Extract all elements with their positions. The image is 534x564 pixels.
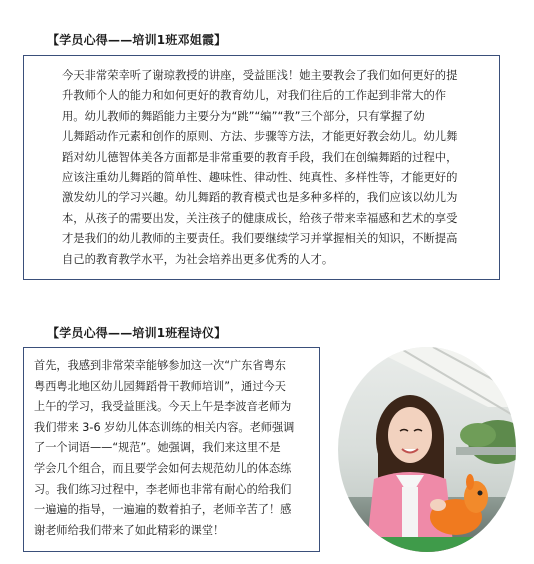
section2-paragraph xyxy=(34,356,311,541)
portrait-illustration xyxy=(338,347,516,552)
text-line: 首先，我感到非常荣幸能够参加这一次“广东省粤东 xyxy=(34,359,286,372)
text-line: 才是我们的幼儿教师的主要责任。我们要继续学习并掌握相关的知识，不断提高 xyxy=(62,232,458,246)
text-line: 一遍遍的指导，一遍遍的数着拍子，老师辛苦了！感 xyxy=(34,503,292,517)
text-line: 了一个词语——“规范”。她强调，我们来这里不是 xyxy=(34,441,281,455)
text-line: 上午的学习，我受益匪浅。今天上午是李波音老师为 xyxy=(34,400,292,414)
text-line: 应该注重幼儿舞蹈的简单性、趣味性、律动性、纯真性、多样性等，才能更好的 xyxy=(62,171,458,185)
text-line: 用。幼儿教师的舞蹈能力主要分为“跳”“编”“教”三个部分，只有掌握了幼 xyxy=(62,109,425,123)
text-line: 蹈对幼儿德智体美各方面都是非常重要的教育手段，我们在创编舞蹈的过程中， xyxy=(62,150,458,164)
text-line: 升教师个人的能力和如何更好的教育幼儿，对我们往后的工作起到非常大的作 xyxy=(62,89,447,103)
section1-text-box xyxy=(23,55,500,280)
section1-paragraph xyxy=(62,66,483,270)
text-line: 儿舞蹈动作元素和创作的原则、方法、步骤等方法，才能更好教会幼儿。幼儿舞 xyxy=(62,130,458,144)
text-line: 谢老师给我们带来了如此精彩的课堂！ xyxy=(34,523,225,537)
photo-oval-mask xyxy=(338,347,516,552)
portrait-photo xyxy=(338,347,516,552)
text-line: 习。我们练习过程中，李老师也非常有耐心的给我们 xyxy=(34,482,292,496)
text-line: 自己的教育教学水平，为社会培养出更多优秀的人才。 xyxy=(62,252,334,266)
section1-heading: 【学员心得——培训1班邓姐霞】 xyxy=(47,33,227,47)
text-line: 粤西粤北地区幼儿园舞蹈骨干教师培训”，通过今天 xyxy=(34,379,286,393)
text-line: 学会几个组合，而且要学会如何去规范幼儿的体态练 xyxy=(34,461,292,475)
text-line: 激发幼儿的学习兴趣。幼儿舞蹈的教育模式也是多种多样的，我们应该以幼儿为 xyxy=(62,191,458,205)
section2-heading: 【学员心得——培训1班程诗仪】 xyxy=(47,326,227,340)
text-line: 我们带来 3-6 岁幼儿体态训练的相关内容。老师强调 xyxy=(34,420,295,434)
text-line: 今天非常荣幸听了谢琼教授的讲座，受益匪浅！她主要教会了我们如何更好的提 xyxy=(62,69,458,82)
text-line: 本，从孩子的需要出发，关注孩子的健康成长，给孩子带来幸福感和艺术的享受 xyxy=(62,211,458,225)
section2-text-box xyxy=(23,347,320,552)
